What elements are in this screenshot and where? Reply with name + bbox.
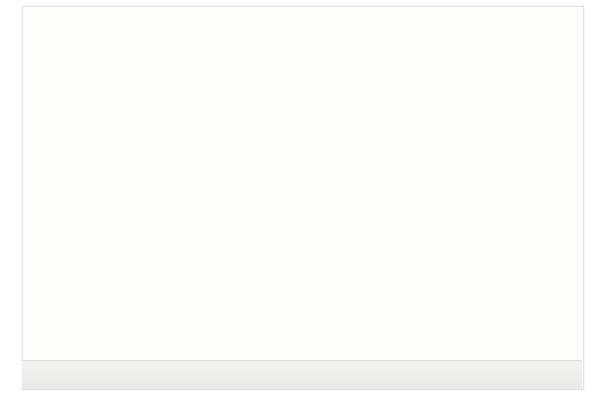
description-text [63,85,398,91]
left-perforation [22,29,31,189]
stamp-info-sheet [22,6,584,390]
emission-specs [398,33,578,34]
top-perforation [23,6,584,15]
sleeve-band [22,360,582,389]
